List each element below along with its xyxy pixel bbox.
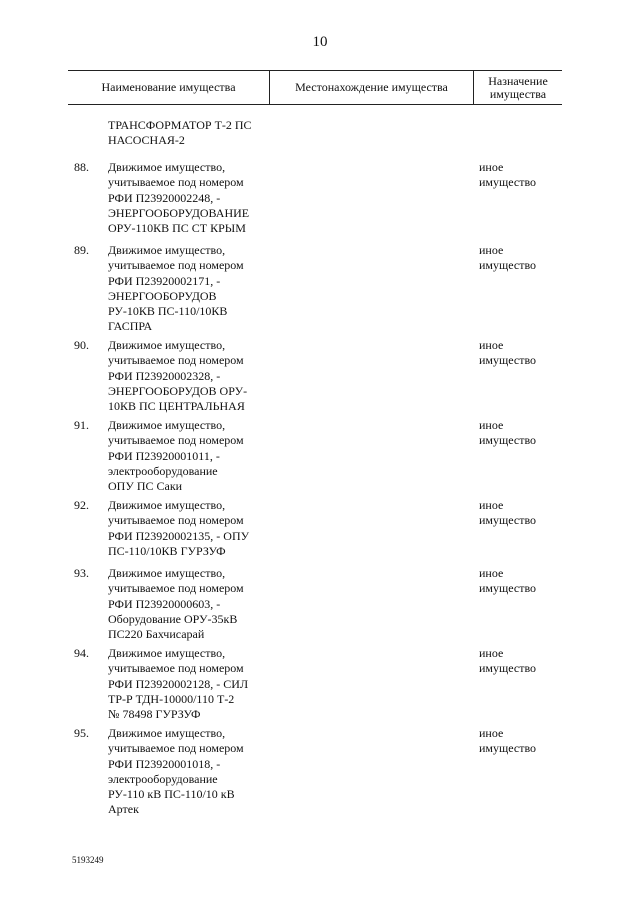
table-body bbox=[0, 118, 640, 821]
header-location-column: Местонахождение имущества bbox=[270, 71, 474, 104]
table-row bbox=[0, 566, 640, 646]
row-name: Движимое имущество, учитываемое под номером РФИ П23920002128, - СИЛ ТР-Р ТДН-10000/110 Т-2 № 78498 ГУРЗУФ bbox=[108, 646, 249, 722]
row-purpose: иное имущество bbox=[479, 498, 537, 528]
header-name-column: Наименование имущества bbox=[68, 71, 270, 104]
table-row bbox=[0, 498, 640, 566]
table-row-continuation bbox=[0, 118, 640, 160]
row-name: Движимое имущество, учитываемое под номером РФИ П23920002248, - ЭНЕРГООБОРУДОВАНИЕ ОРУ-110КВ ПС СТ КРЫМ bbox=[108, 160, 250, 236]
row-purpose: иное имущество bbox=[479, 726, 537, 756]
row-name: ТРАНСФОРМАТОР Т-2 ПС НАСОСНАЯ-2 bbox=[108, 118, 252, 148]
table-row bbox=[0, 726, 640, 821]
document-code: 5193249 bbox=[72, 855, 104, 865]
row-number: 92. bbox=[74, 498, 89, 512]
table-row bbox=[0, 338, 640, 418]
row-number: 91. bbox=[74, 418, 89, 432]
header-purpose-column: Назначение имущества bbox=[488, 73, 548, 101]
row-number: 95. bbox=[74, 726, 89, 740]
row-name: Движимое имущество, учитываемое под номером РФИ П23920002328, - ЭНЕРГООБОРУДОВ ОРУ- 10КВ ПС ЦЕНТРАЛЬНАЯ bbox=[108, 338, 248, 414]
row-name: Движимое имущество, учитываемое под номером РФИ П23920002135, - ОПУ ПС-110/10КВ ГУРЗУФ bbox=[108, 498, 250, 558]
row-purpose: иное имущество bbox=[479, 160, 537, 190]
row-name: Движимое имущество, учитываемое под номером РФИ П23920002171, - ЭНЕРГООБОРУДОВ РУ-10КВ ПС-110/10КВ ГАСПРА bbox=[108, 243, 244, 334]
row-number: 93. bbox=[74, 566, 89, 580]
row-purpose: иное имущество bbox=[479, 566, 537, 596]
row-name: Движимое имущество, учитываемое под номером РФИ П23920000603, - Оборудование ОРУ-35кВ ПС220 Бахчисарай bbox=[108, 566, 244, 642]
row-name: Движимое имущество, учитываемое под номером РФИ П23920001018, - электрооборудование РУ-110 кВ ПС-110/10 кВ Артек bbox=[108, 726, 244, 817]
table-row bbox=[0, 160, 640, 243]
row-number: 89. bbox=[74, 243, 89, 257]
row-purpose: иное имущество bbox=[479, 243, 537, 273]
row-number: 90. bbox=[74, 338, 89, 352]
row-number: 94. bbox=[74, 646, 89, 660]
table-row bbox=[0, 418, 640, 498]
row-purpose: иное имущество bbox=[479, 418, 537, 448]
row-name: Движимое имущество, учитываемое под номером РФИ П23920001011, - электрооборудование ОПУ ПС Саки bbox=[108, 418, 244, 494]
table-row bbox=[0, 646, 640, 726]
page-number: 10 bbox=[312, 34, 328, 50]
table-header bbox=[68, 70, 562, 105]
row-purpose: иное имущество bbox=[479, 338, 537, 368]
row-number: 88. bbox=[74, 160, 89, 174]
row-purpose: иное имущество bbox=[479, 646, 537, 676]
table-row bbox=[0, 243, 640, 338]
